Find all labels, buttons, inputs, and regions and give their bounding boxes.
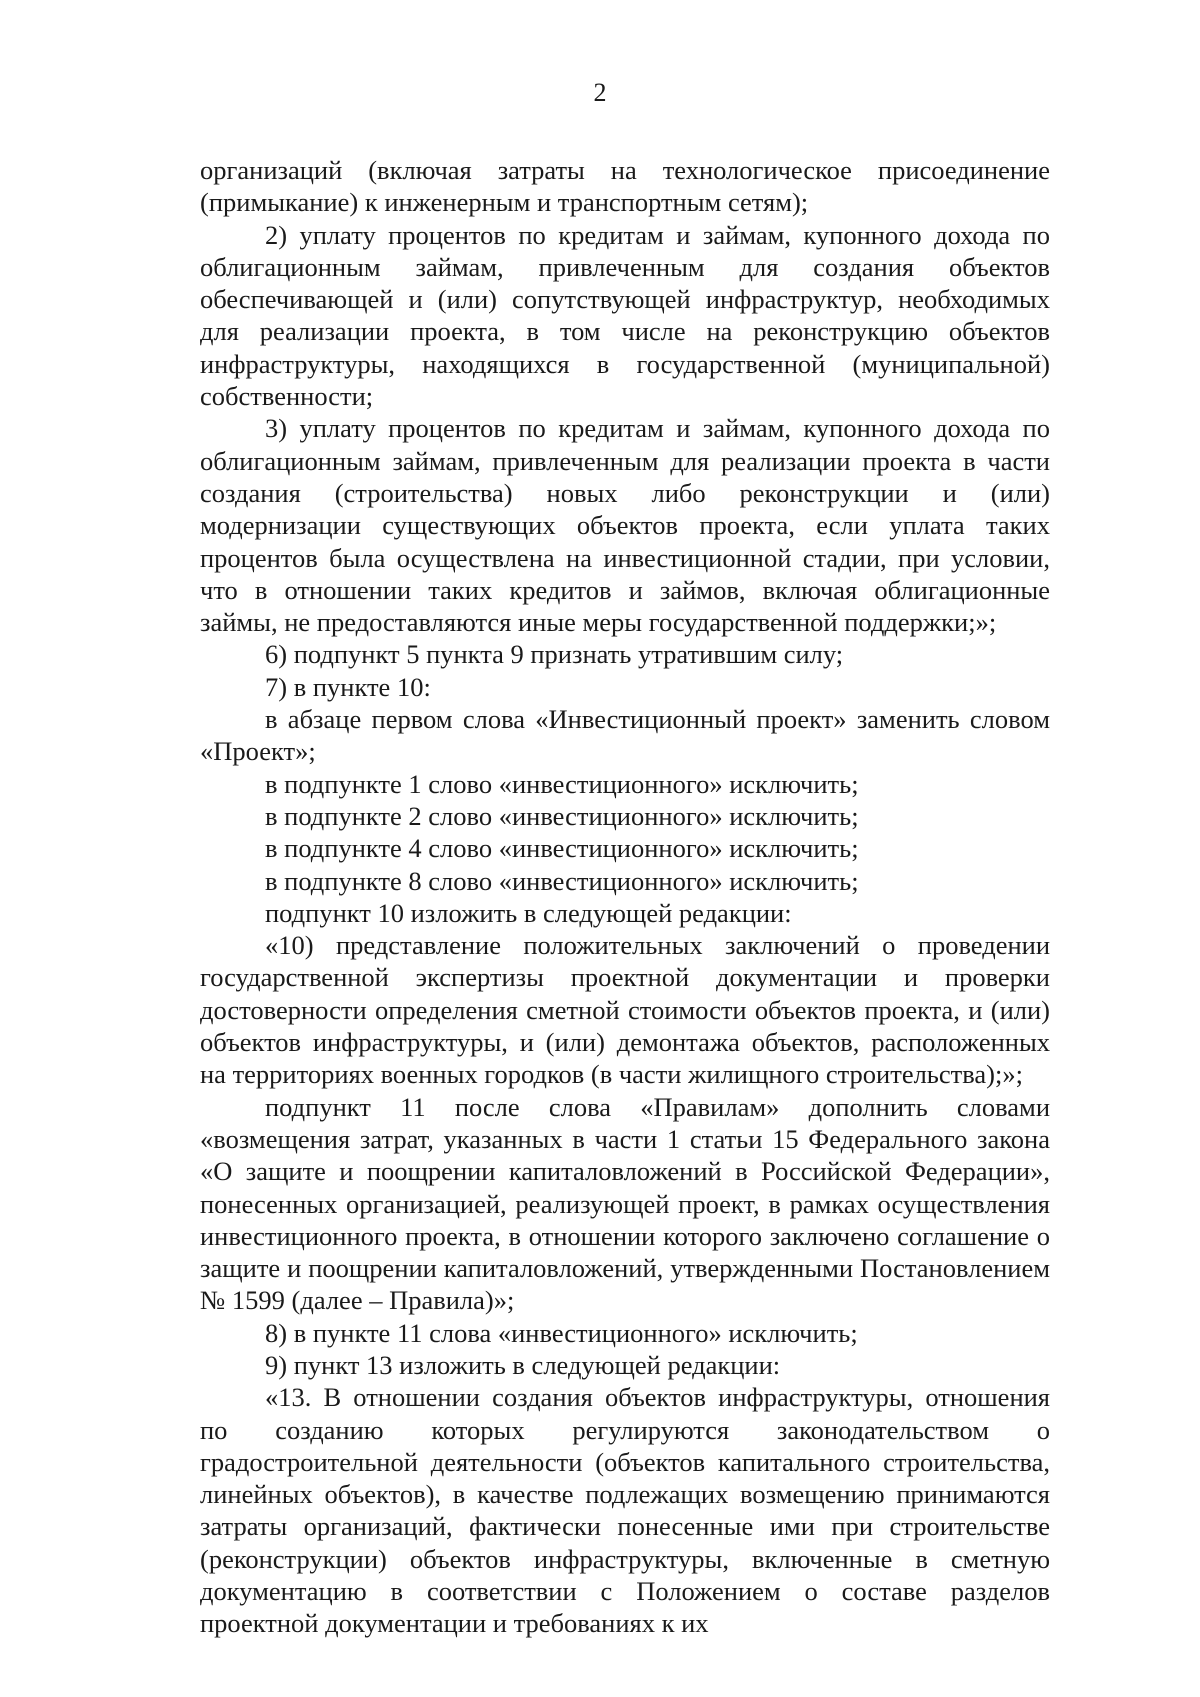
paragraph-12: «10) представление положительных заключений о проведении государственной экспертизы проектной документации и проверки достоверности определения сметной стоимости объектов проекта, и (или) объектов инфраструктуры, и (или) демонтажа объектов, расположенных на территориях военных городков (в части жилищного строительства);»; — [200, 930, 1050, 1090]
paragraph-2: 2) уплату процентов по кредитам и займам, купонного дохода по облигационным займам, привлеченным для создания объектов обеспечивающей и (или) сопутствующей инфраструктур, необходимых для реализации проекта, в том числе на реконструкцию объектов инфраструктуры, находящихся в государственной (муниципальной) собственности; — [200, 219, 1050, 412]
paragraph-10: в подпункте 8 слово «инвестиционного» исключить; — [265, 865, 859, 896]
paragraph-6: в абзаце первом слова «Инвестиционный проект» заменить словом «Проект»; — [200, 704, 1050, 767]
paragraph-1: организаций (включая затраты на технологическое присоединение (примыкание) к инженерным и транспортным сетям); — [200, 155, 1050, 218]
paragraph-11: подпункт 10 изложить в следующей редакции: — [265, 897, 792, 928]
paragraph-4: 6) подпункт 5 пункта 9 признать утратившим силу; — [265, 639, 844, 670]
paragraph-5: 7) в пункте 10: — [265, 671, 431, 702]
paragraph-3: 3) уплату процентов по кредитам и займам, купонного дохода по облигационным займам, привлеченным для реализации проекта в части создания (строительства) новых либо реконструкции и (или) модернизации существующих объектов проекта, если уплата таких процентов была осуществлена на инвестиционной стадии, при условии, что в отношении таких кредитов и займов, включая облигационные займы, не предоставляются иные меры государственной поддержки;»; — [200, 413, 1050, 638]
paragraph-8: в подпункте 2 слово «инвестиционного» исключить; — [265, 800, 859, 831]
page-number: 2 — [593, 78, 607, 107]
paragraph-7: в подпункте 1 слово «инвестиционного» исключить; — [265, 768, 859, 799]
paragraph-13: подпункт 11 после слова «Правилам» дополнить словами «возмещения затрат, указанных в части 1 статьи 15 Федерального закона «О защите и поощрении капиталовложений в Российской Федерации», понесенных организацией, реализующей проект, в рамках осуществления инвестиционного проекта, в отношении которого заключено соглашение о защите и поощрении капиталовложений, утвержденными Постановлением № 1599 (далее – Правила)»; — [200, 1091, 1050, 1316]
paragraph-15: 9) пункт 13 изложить в следующей редакции: — [265, 1349, 781, 1380]
document-body — [200, 154, 1050, 1640]
paragraph-9: в подпункте 4 слово «инвестиционного» исключить; — [265, 833, 859, 864]
paragraph-14: 8) в пункте 11 слова «инвестиционного» исключить; — [265, 1317, 858, 1348]
paragraph-16: «13. В отношении создания объектов инфраструктуры, отношения по созданию которых регулируются законодательством о градостроительной деятельности (объектов капитального строительства, линейных объектов), в качестве подлежащих возмещению принимаются затраты организаций, фактически понесенные ими при строительстве (реконструкции) объектов инфраструктуры, включенные в сметную документацию в соответствии с Положением о составе разделов проектной документации и требованиях к их — [200, 1382, 1050, 1639]
